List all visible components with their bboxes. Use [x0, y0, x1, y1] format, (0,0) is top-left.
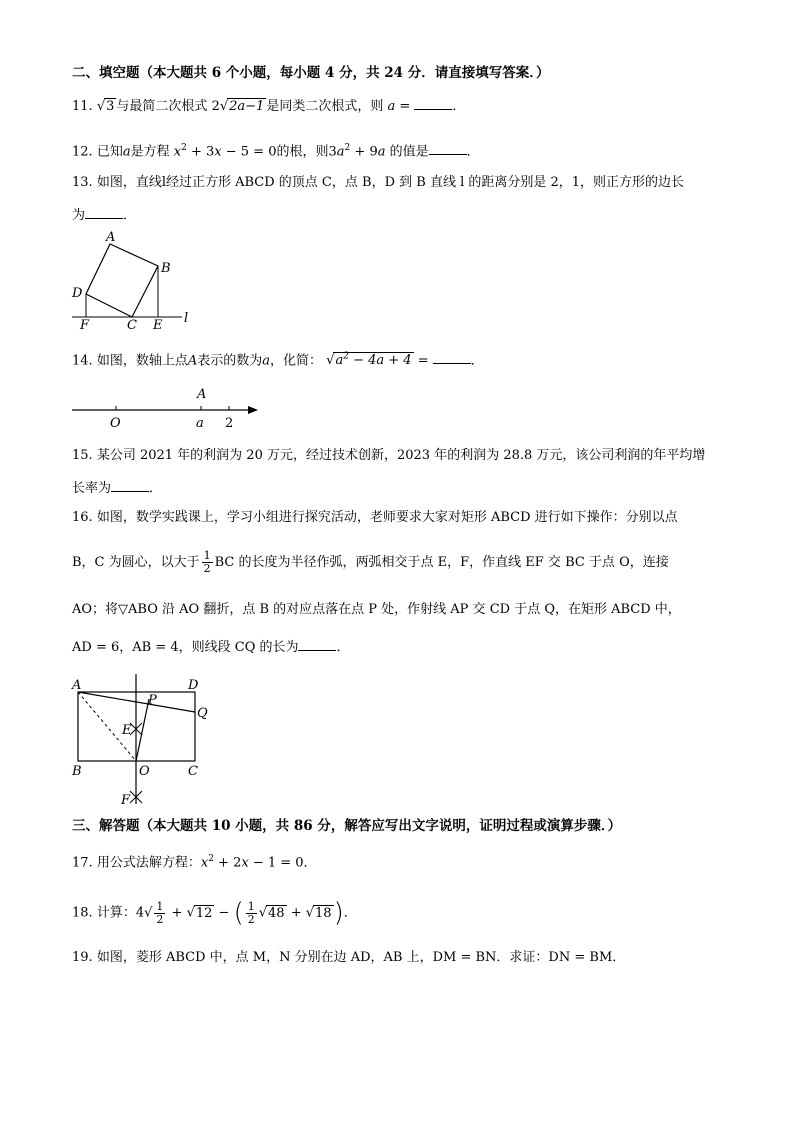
q16-label-C: C [188, 764, 198, 779]
q14-label-A: A [197, 387, 207, 402]
question-16-line1: 16. 如图，数学实践课上，学习小组进行探究活动，老师要求大家对矩形 ABCD 进行如下操作：分别以点 [72, 510, 678, 525]
q16-label-P: P [148, 693, 157, 708]
q11-answer-blank[interactable] [414, 96, 452, 110]
section3-heading: 三、解答题（本大题共 10 小题，共 86 分，解答应写出文字说明，证明过程或演算步骤．） [72, 818, 622, 834]
q13-label-C: C [127, 318, 137, 333]
q11-text-b: 是同类二次根式，则 [266, 99, 384, 114]
question-13-line2: 为 ． [72, 205, 136, 226]
q14-number-line [66, 380, 266, 432]
question-17: 17. 用公式法解方程：$x^2 + 2x - 1 = 0$． [72, 854, 317, 871]
q16-label-A: A [72, 678, 82, 693]
q13-label-A: A [106, 230, 116, 245]
question-12: 12. 已知a是方程 $x^2 + 3x - 5 = 0$的根，则$3a^2 + 9a$ 的值是 ． [72, 143, 480, 160]
q16-label-O: O [139, 764, 150, 779]
question-16-line3: AO；将▽ABO 沿 AO 翻折，点 B 的对应点落在点 P 处，作射线 AP 交 CD 于点 Q，在矩形 ABCD 中， [72, 602, 681, 617]
q11-number: 11. [72, 99, 93, 114]
q13-label-B: B [161, 261, 171, 276]
question-14: 14. 如图，数轴上点A表示的数为a，化简： $√a^2 - 4a + 4$ = ． [72, 352, 484, 369]
q12-answer-blank[interactable] [429, 141, 467, 155]
q11-text-a: 与最简二次根式 [116, 99, 208, 114]
q13-label-D: D [72, 286, 83, 301]
question-15-line1: 15. 某公司 2021 年的利润为 20 万元，经过技术创新，2023 年的利润为 28.8 万元，该公司利润的年平均增 [72, 448, 706, 463]
q15-answer-blank[interactable] [111, 478, 149, 492]
question-15-line2: 长率为 ． [72, 478, 162, 499]
question-11: 11. √3 与最简二次根式 2√2a−1 是同类二次根式，则 a = ． [72, 96, 465, 117]
q12-number: 12. [72, 144, 93, 160]
q14-answer-blank[interactable] [433, 350, 471, 364]
question-16-line4: AD = 6，AB = 4，则线段 CQ 的长为 ． [72, 637, 350, 658]
q16-rectangle-figure [66, 674, 226, 812]
q16-label-F: F [121, 793, 131, 808]
q16-label-D: D [188, 678, 199, 693]
q16-label-B: B [72, 764, 82, 779]
q13-square-figure [66, 228, 196, 333]
section2-heading: 二、填空题（本大题共 6 个小题，每小题 4 分，共 24 分．请直接填写答案．） [72, 65, 550, 81]
q16-label-Q: Q [197, 706, 208, 721]
q16-label-E: E [122, 723, 132, 738]
q14-label-O: O [110, 416, 121, 431]
q14-label-a: a [196, 416, 204, 431]
q13-label-l: l [184, 311, 189, 326]
q14-label-2: 2 [225, 416, 234, 431]
q13-answer-blank[interactable] [85, 205, 123, 219]
question-13-line1: 13. 如图，直线l经过正方形 ABCD 的顶点 C，点 B，D 到 B 直线 l 的距离分别是 2，1，则正方形的边长 [72, 175, 685, 190]
q13-label-F: F [80, 318, 90, 333]
question-16-line2: B，C 为圆心，以大于 $\frac{1}{2}$ BC 的长度为半径作弧，两弧相交于点 E，F，作直线 EF 交 BC 于点 O，连接 [72, 549, 669, 575]
question-19: 19. 如图，菱形 ABCD 中，点 M，N 分别在边 AD，AB 上，DM = BN．求证：DN = BM． [72, 950, 626, 965]
q16-answer-blank[interactable] [298, 637, 336, 651]
q13-label-E: E [153, 318, 163, 333]
question-18: 18. 计算：4√ $\frac{1}{2}$ + √12 − ( $\frac{1}{2}$ √48 + √18)． [72, 898, 357, 928]
